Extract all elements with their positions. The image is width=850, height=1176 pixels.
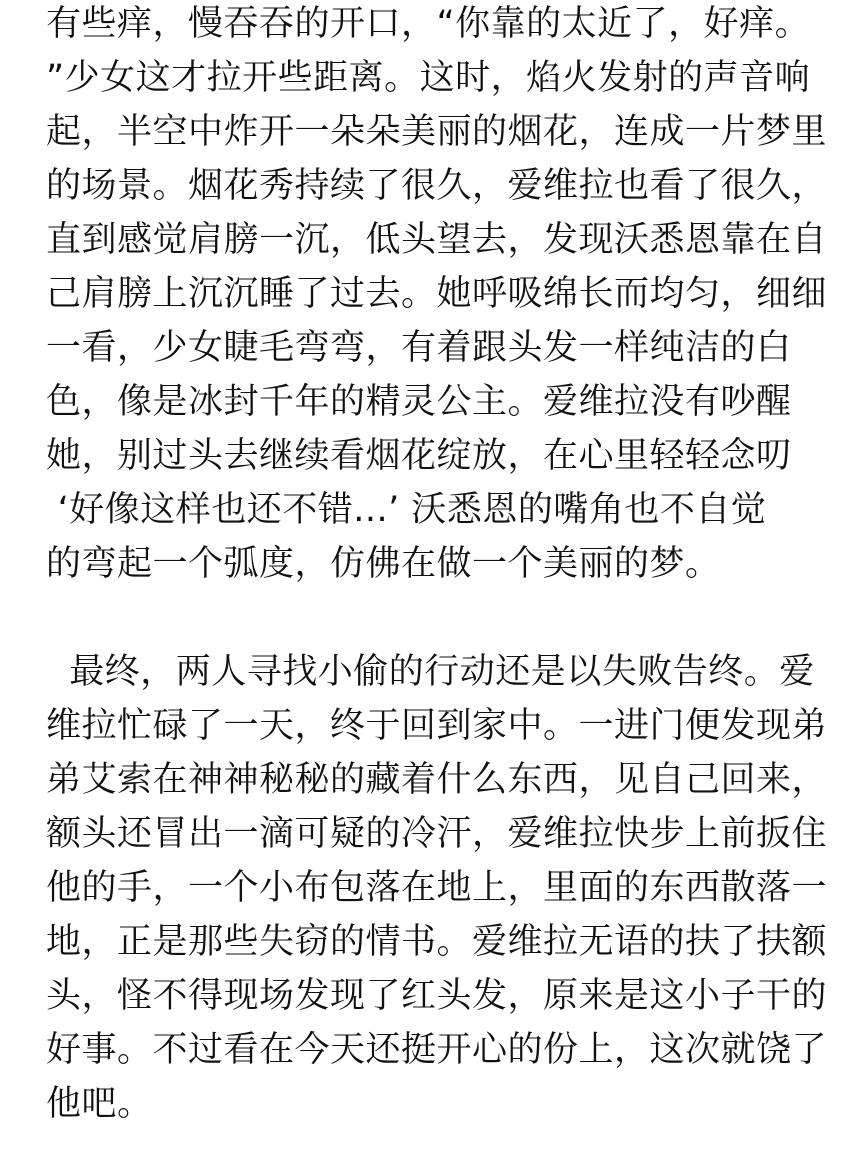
text-line: 的弯起一个弧度，仿佛在做一个美丽的梦。 — [46, 544, 721, 584]
text-line: 弟艾索在神神秘秘的藏着什么东西，见自己回来， — [46, 760, 828, 800]
text-line: 维拉忙碌了一天，终于回到家中。一进门便发现弟 — [46, 706, 828, 746]
text-line: 他的手，一个小布包落在地上，里面的东西散落一 — [46, 868, 828, 908]
text-line: 色，像是冰封千年的精灵公主。爱维拉没有吵醒 — [46, 382, 792, 422]
text-line: 起，半空中炸开一朵朵美丽的烟花，连成一片梦里 — [46, 112, 828, 152]
text-line: 的场景。烟花秀持续了很久，爱维拉也看了很久， — [46, 166, 828, 206]
text-line: ”少女这才拉开些距离。这时，焰火发射的声音响 — [46, 58, 811, 98]
text-line: 他吧。 — [46, 1084, 153, 1124]
text-line: 好事。不过看在今天还挺开心的份上，这次就饶了 — [46, 1030, 828, 1070]
text-line: 直到感觉肩膀一沉，低头望去，发现沃悉恩靠在自 — [46, 220, 828, 260]
text-line: 一看，少女睫毛弯弯，有着跟头发一样纯洁的白 — [46, 328, 792, 368]
text-line: 最终，两人寻找小偷的行动还是以失败告终。爱 — [46, 652, 815, 692]
text-line: 她，别过头去继续看烟花绽放，在心里轻轻念叨 — [46, 436, 792, 476]
text-line: 有些痒，慢吞吞的开口，“你靠的太近了，好痒。 — [46, 4, 811, 44]
text-line: ‘好像这样也还不错...’ 沃悉恩的嘴角也不自觉 — [46, 490, 767, 530]
text-line: 地，正是那些失窃的情书。爱维拉无语的扶了扶额 — [46, 922, 828, 962]
text-line: 头，怪不得现场发现了红头发，原来是这小子干的 — [46, 976, 828, 1016]
text-line: 额头还冒出一滴可疑的冷汗，爱维拉快步上前扳住 — [46, 814, 828, 854]
text-line: 己肩膀上沉沉睡了过去。她呼吸绵长而均匀，细细 — [46, 274, 828, 314]
